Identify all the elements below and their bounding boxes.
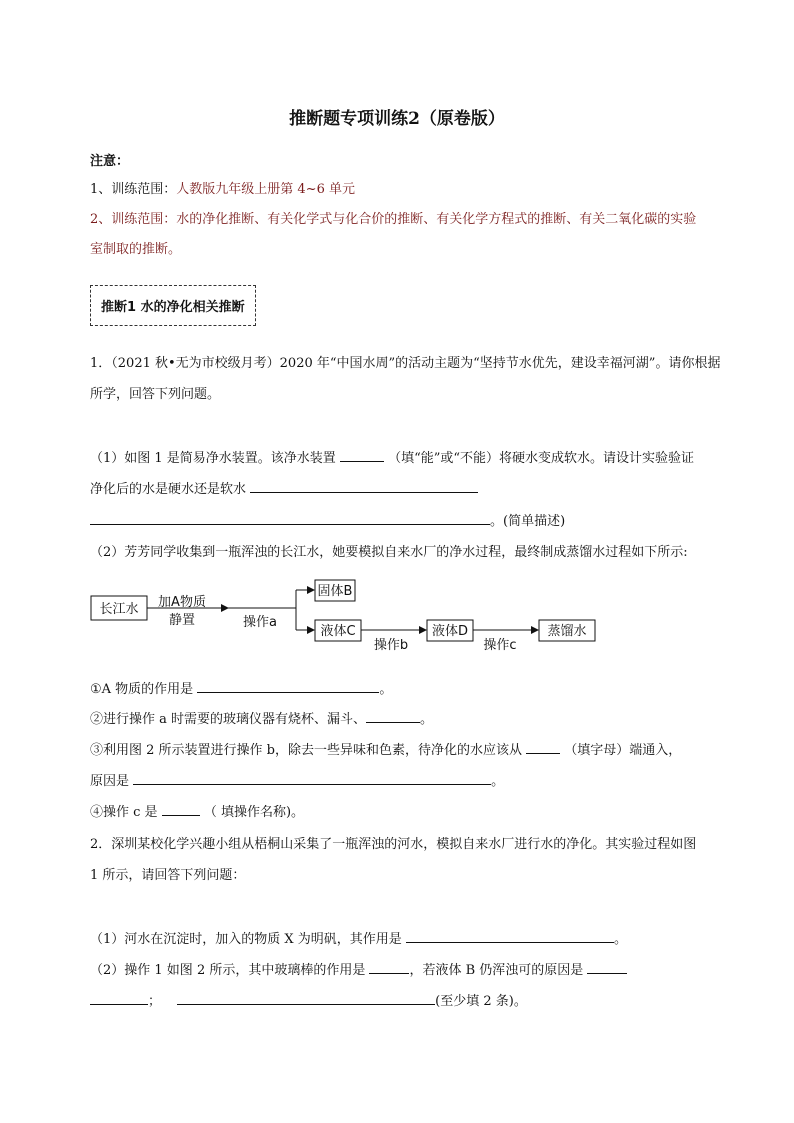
page-title: 推断题专项训练2（原卷版） — [289, 109, 505, 129]
notice-1 — [90, 178, 355, 197]
label-op-a: 操作a — [243, 615, 277, 630]
q1-p1-text-a: （1）如图 1 是简易净水装置。该净水装置 — [90, 451, 336, 466]
q1-s1-text-a: ①A 物质的作用是 — [90, 682, 194, 697]
answer-blank[interactable] — [366, 708, 420, 723]
answer-blank[interactable] — [587, 959, 627, 974]
q2-p2-text-b: ，若液体 B 仍浑浊可的原因是 — [409, 963, 584, 978]
q2-p1-text-a: （1）河水在沉淀时，加入的物质 X 为明矾，其作用是 — [90, 932, 402, 947]
q1-part1-line2 — [90, 478, 478, 497]
q1-stem-line1: 1．（2021 秋•无为市校级月考）2020 年“中国水周”的活动主题为“坚持节水优先，建设幸福河湖”。请你根据 — [90, 356, 721, 371]
answer-blank[interactable] — [162, 801, 200, 816]
q1-s3-text-c: 原因是 — [90, 774, 130, 789]
q2-part2-line2 — [90, 990, 527, 1009]
notice-2-line1: 2、训练范围：水的净化推断、有关化学式与化合价的推断、有关化学方程式的推断、有关二氧化碳的实验 — [90, 212, 697, 227]
notice-label: 注意： — [90, 154, 130, 169]
label-changjiang: 长江水 — [99, 602, 139, 617]
answer-blank[interactable] — [526, 739, 560, 754]
notice-2-line2: 室制取的推断。 — [90, 242, 182, 257]
label-op-b: 操作b — [373, 638, 409, 653]
q1-p1-text-d: 。(简单描述) — [490, 514, 566, 529]
label-liquid-c: 液体C — [320, 624, 356, 639]
q1-s4-text-a: ④操作 c 是 — [90, 805, 158, 820]
answer-blank[interactable] — [133, 770, 491, 785]
answer-blank[interactable] — [90, 990, 148, 1005]
q1-part2: （2）芳芳同学收集到一瓶浑浊的长江水，她要模拟自来水厂的净水过程，最终制成蒸馏水过程如下所示: — [90, 545, 688, 560]
q2-p2-text-c: ； — [148, 994, 162, 1009]
label-settle: 静置 — [168, 613, 196, 628]
q1-p1-text-b: （填“能”或“不能）将硬水变成软水。请设计实验验证 — [388, 451, 695, 466]
answer-blank[interactable] — [340, 447, 384, 462]
q1-sub4 — [90, 801, 304, 820]
q1-s3-text-b: （填字母）端通入， — [564, 743, 682, 758]
q1-p1-text-c: 净化后的水是硬水还是软水 — [90, 482, 247, 497]
answer-blank[interactable] — [177, 990, 435, 1005]
notice-1-prefix: 1、训练范围： — [90, 182, 177, 197]
label-solid-b: 固体B — [317, 584, 353, 599]
q2-part2-line1 — [90, 959, 627, 978]
q1-part1-line1 — [90, 447, 694, 466]
q1-sub3-line1 — [90, 739, 681, 758]
notice-1-text: 人教版九年级上册第 4~6 单元 — [176, 182, 355, 197]
q1-part1-line3 — [90, 510, 565, 529]
q1-s2-text-a: ②进行操作 a 时需要的玻璃仪器有烧杯、漏斗、 — [90, 712, 367, 727]
section-heading: 推断1 水的净化相关推断 — [90, 285, 256, 326]
label-op-c: 操作c — [483, 638, 517, 653]
answer-blank[interactable] — [406, 928, 614, 943]
label-liquid-d: 液体D — [431, 624, 469, 639]
q1-s2-text-b: 。 — [420, 712, 434, 727]
q1-s1-text-b: 。 — [379, 682, 393, 697]
q1-sub1 — [90, 678, 392, 697]
q2-part1 — [90, 928, 627, 947]
q1-s3-text-d: 。 — [491, 774, 505, 789]
q2-stem-line1: 2．深圳某校化学兴趣小组从梧桐山采集了一瓶浑浊的河水，模拟自来水厂进行水的净化。其实验过程如图 — [90, 837, 697, 852]
flow-diagram — [88, 576, 608, 656]
answer-blank[interactable] — [369, 959, 409, 974]
q2-stem-line2: 1 所示，请回答下列问题： — [90, 868, 246, 883]
q2-p2-text-d: (至少填 2 条)。 — [435, 994, 527, 1009]
label-distilled: 蒸馏水 — [547, 624, 587, 639]
q1-sub3-line2 — [90, 770, 504, 789]
q1-s3-text-a: ③利用图 2 所示装置进行操作 b，除去一些异味和色素，待净化的水应该从 — [90, 743, 522, 758]
q1-sub2 — [90, 708, 433, 727]
q1-s4-text-b: （ 填操作名称)。 — [203, 805, 305, 820]
answer-blank[interactable] — [250, 478, 478, 493]
answer-blank[interactable] — [90, 510, 490, 525]
q2-p2-text-a: （2）操作 1 如图 2 所示，其中玻璃棒的作用是 — [90, 963, 366, 978]
q2-p1-text-b: 。 — [613, 932, 627, 947]
label-add-a: 加A物质 — [158, 595, 206, 610]
answer-blank[interactable] — [197, 678, 379, 693]
q1-stem-line2: 所学，回答下列问题。 — [90, 387, 221, 402]
